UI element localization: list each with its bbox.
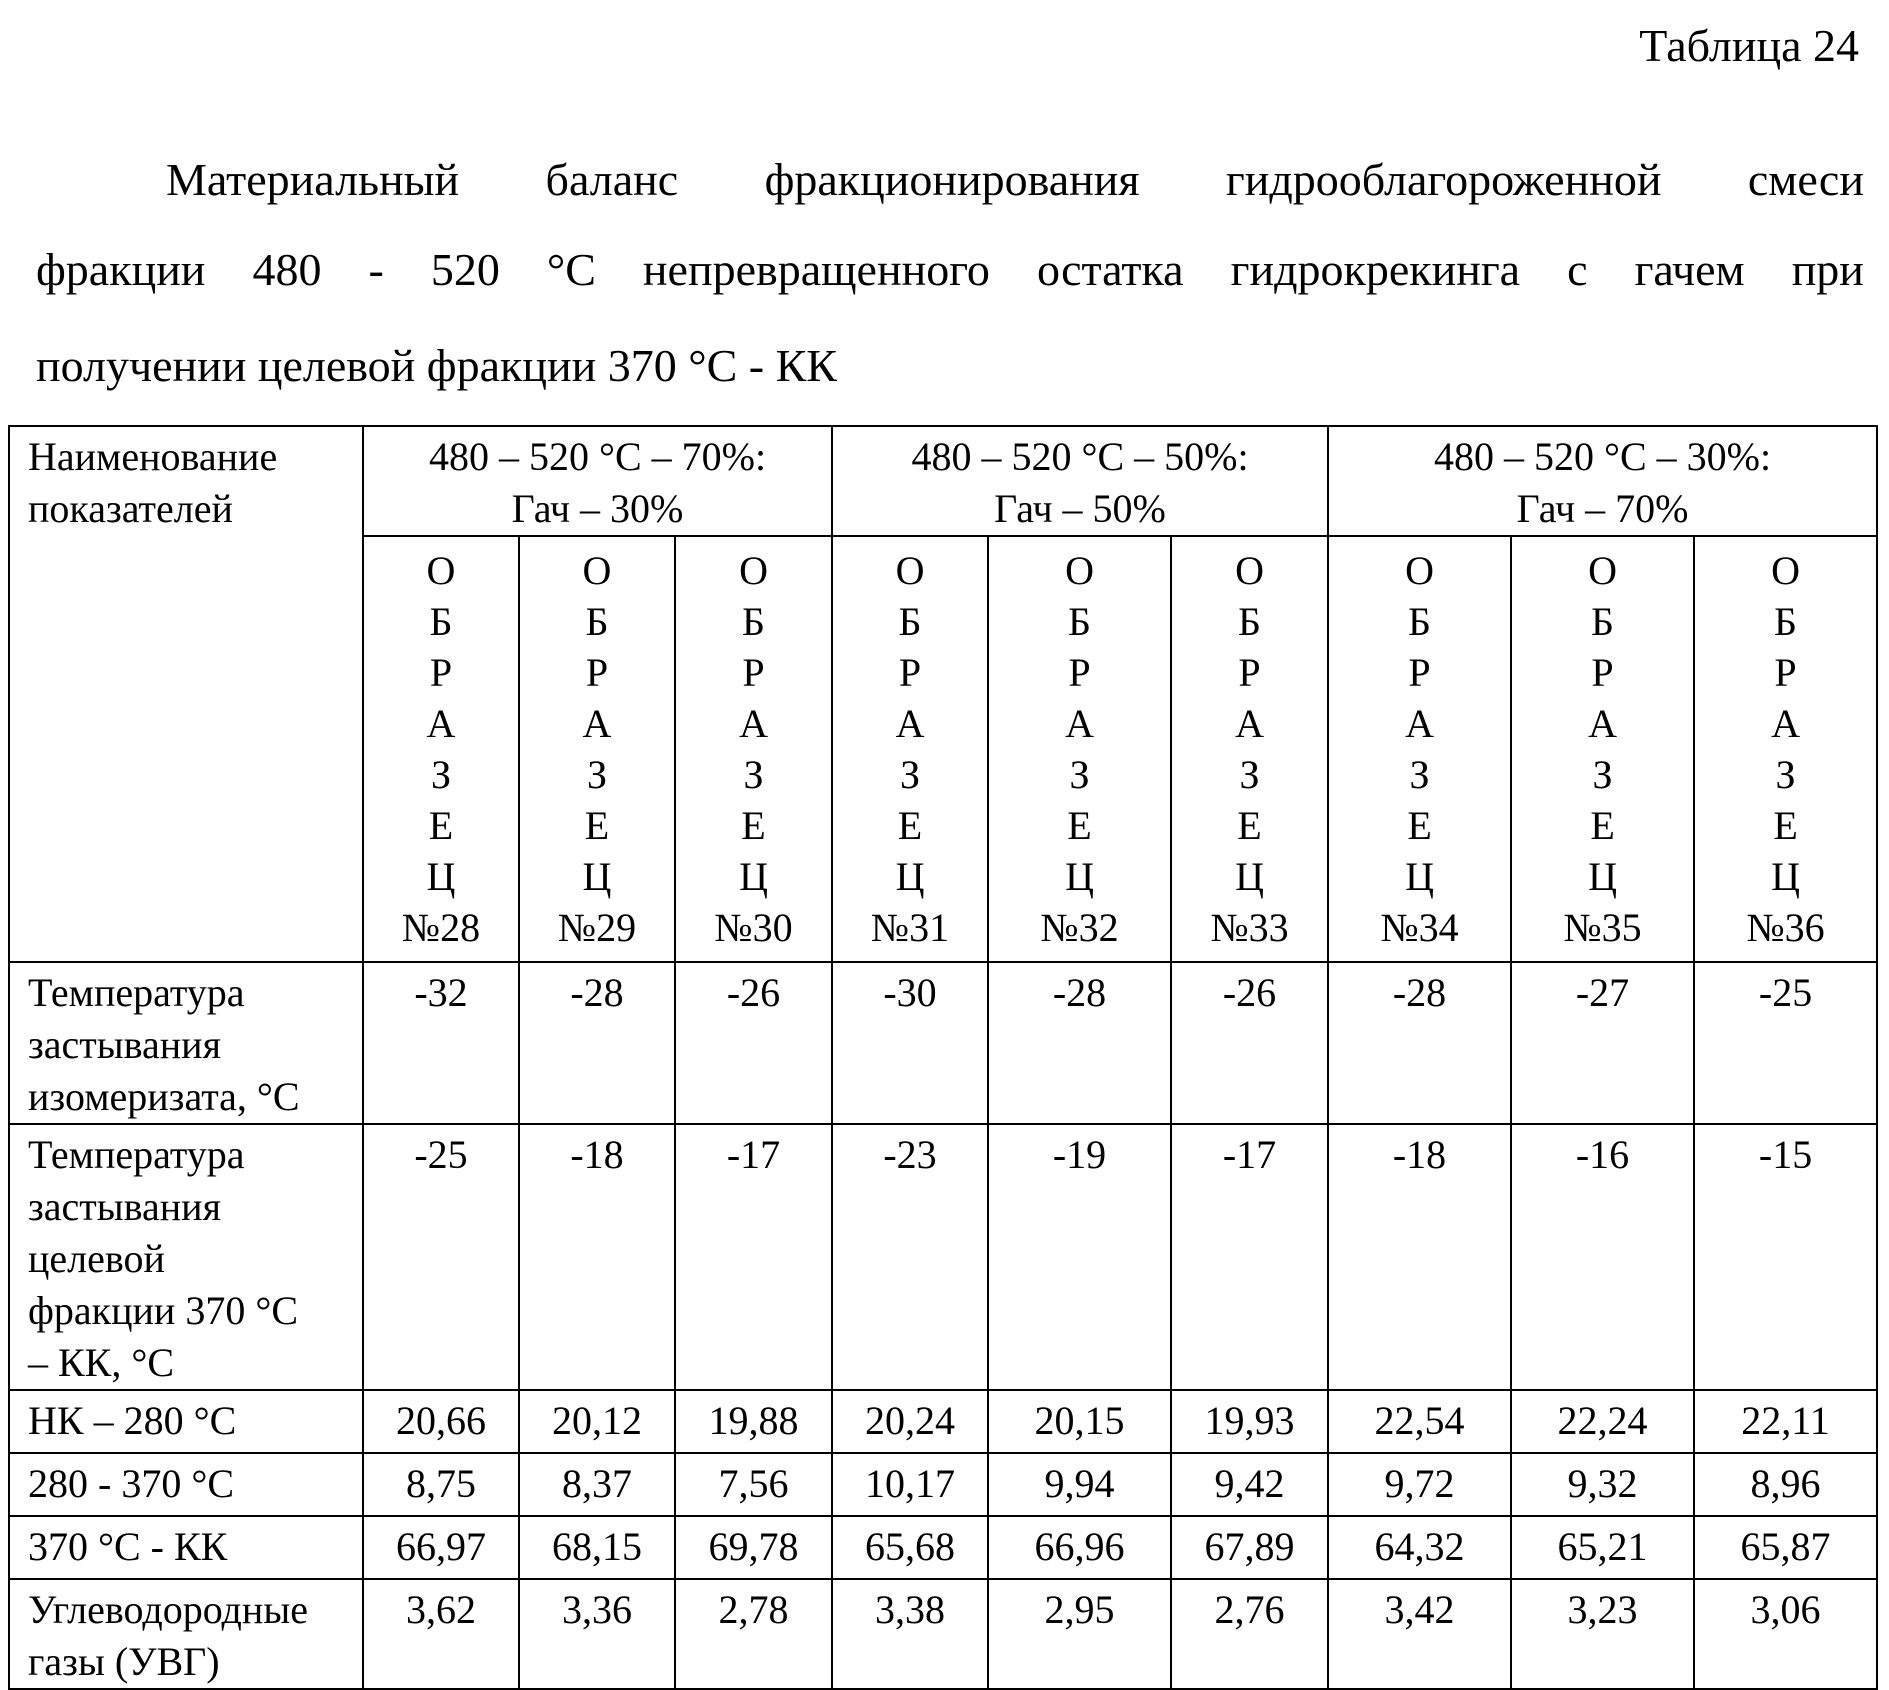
caption-word: при <box>1791 244 1864 295</box>
row-label <box>9 1124 363 1390</box>
table-cell: -16 <box>1511 1124 1694 1390</box>
row-label-line: целевой <box>28 1236 165 1281</box>
caption-word: с <box>1567 244 1588 295</box>
sample-letter: Ц <box>582 854 612 899</box>
sample-letter: Р <box>1238 650 1261 695</box>
sample-letter: Р <box>585 650 609 695</box>
sample-letter: О <box>1065 548 1094 593</box>
table-cell: 3,42 <box>1328 1579 1511 1689</box>
caption-line-1 <box>36 152 1864 208</box>
table-cell: 20,15 <box>988 1390 1171 1453</box>
material-balance-table <box>8 425 1878 1690</box>
sample-letter: Б <box>1238 599 1261 644</box>
group-header-2 <box>832 426 1328 536</box>
row-label-line: застывания <box>28 1184 221 1229</box>
table-cell: 10,17 <box>832 1453 988 1516</box>
sample-letter: З <box>743 752 764 797</box>
sample-letter: З <box>1592 752 1613 797</box>
sample-letter: З <box>430 752 452 797</box>
caption-word: 520 <box>430 244 500 295</box>
table-cell: 67,89 <box>1171 1516 1328 1579</box>
sample-header <box>363 536 519 962</box>
table-cell: 2,95 <box>988 1579 1171 1689</box>
sample-number: №33 <box>1210 905 1289 950</box>
sample-letter: Б <box>742 599 765 644</box>
caption-line-3: получении целевой фракции 370 °С - КК <box>36 340 837 391</box>
sample-letter: З <box>1239 752 1260 797</box>
row-label-line: изомеризата, °С <box>28 1074 300 1119</box>
table-cell: -32 <box>363 962 519 1124</box>
table-cell: 3,23 <box>1511 1579 1694 1689</box>
sample-letter: О <box>1405 548 1434 593</box>
sample-letter: А <box>1588 701 1617 746</box>
row-label-line: 370 °С - КК <box>28 1524 228 1569</box>
sample-letter: Ц <box>1771 854 1800 899</box>
table-number: Таблица 24 <box>1639 20 1859 71</box>
sample-letter: Р <box>1774 650 1797 695</box>
sample-letter: З <box>1069 752 1090 797</box>
table-cell: 3,62 <box>363 1579 519 1689</box>
row-label-line: Температура <box>28 1132 245 1177</box>
table-row <box>9 1453 1877 1516</box>
sample-number: №29 <box>557 905 637 950</box>
sample-letter: Б <box>898 599 922 644</box>
table-cell: 9,72 <box>1328 1453 1511 1516</box>
table-cell: 19,88 <box>675 1390 832 1453</box>
sample-number: №35 <box>1563 905 1642 950</box>
sample-letter: Р <box>898 650 922 695</box>
group-line: 480 – 520 °С – 70%: <box>428 434 767 479</box>
sample-letter: О <box>739 548 768 593</box>
caption-word: 480 <box>252 244 322 295</box>
row-label-line: газы (УВГ) <box>28 1639 220 1684</box>
table-cell: 8,96 <box>1694 1453 1877 1516</box>
group-line: 480 – 520 °С – 30%: <box>1433 434 1772 479</box>
sample-letter: Е <box>897 803 923 848</box>
table-cell: 22,54 <box>1328 1390 1511 1453</box>
row-label-line: застывания <box>28 1022 221 1067</box>
sample-letter: А <box>895 701 925 746</box>
table-cell: -28 <box>519 962 675 1124</box>
sample-header <box>1694 536 1877 962</box>
table-cell: -19 <box>988 1124 1171 1390</box>
sample-letter: З <box>1409 752 1430 797</box>
group-header-1 <box>363 426 832 536</box>
caption-word: гидрокрекинга <box>1230 244 1521 295</box>
caption-word: остатка <box>1036 244 1184 295</box>
sample-letter: О <box>1235 548 1264 593</box>
table-cell: -26 <box>1171 962 1328 1124</box>
sample-letter: О <box>1771 548 1800 593</box>
table-cell: 65,68 <box>832 1516 988 1579</box>
table-cell: 20,12 <box>519 1390 675 1453</box>
sample-letter: О <box>1588 548 1617 593</box>
sample-number: №28 <box>401 905 481 950</box>
table-cell: -26 <box>675 962 832 1124</box>
table-cell: 66,97 <box>363 1516 519 1579</box>
sample-letter: З <box>1775 752 1796 797</box>
table-cell: 9,94 <box>988 1453 1171 1516</box>
table-row <box>9 1579 1877 1689</box>
table-cell: -25 <box>1694 962 1877 1124</box>
sample-letter: О <box>895 548 925 593</box>
caption-word: °С <box>546 244 596 295</box>
sample-number: №30 <box>714 905 793 950</box>
sample-letter: О <box>582 548 612 593</box>
table-cell: 65,87 <box>1694 1516 1877 1579</box>
table-cell: 2,76 <box>1171 1579 1328 1689</box>
table-cell: -25 <box>363 1124 519 1390</box>
table-cell: -17 <box>1171 1124 1328 1390</box>
group-header-3 <box>1328 426 1877 536</box>
table-cell: -18 <box>519 1124 675 1390</box>
sample-letter: Р <box>1068 650 1091 695</box>
sample-number: №36 <box>1746 905 1825 950</box>
table-cell: 20,66 <box>363 1390 519 1453</box>
header-row-groups <box>9 426 1877 536</box>
table-cell: 22,11 <box>1694 1390 1877 1453</box>
sample-letter: Р <box>429 650 453 695</box>
sample-letter: Ц <box>1588 854 1617 899</box>
sample-letter: А <box>1405 701 1434 746</box>
header-label-line: Наименование <box>28 434 278 479</box>
sample-letter: А <box>1771 701 1800 746</box>
table-row <box>9 1516 1877 1579</box>
table-cell: -27 <box>1511 962 1694 1124</box>
sample-letter: З <box>586 752 608 797</box>
table-cell: 65,21 <box>1511 1516 1694 1579</box>
sample-letter: Ц <box>739 854 768 899</box>
table-cell: 68,15 <box>519 1516 675 1579</box>
caption-word: Материальный <box>166 154 460 205</box>
row-label-line: – КК, °С <box>28 1340 175 1385</box>
sample-header <box>988 536 1171 962</box>
row-label-line: 280 - 370 °С <box>28 1461 234 1506</box>
sample-header <box>675 536 832 962</box>
sample-letter: Е <box>1773 803 1798 848</box>
table-cell: 7,56 <box>675 1453 832 1516</box>
group-line: Гач – 50% <box>994 486 1166 531</box>
row-label-line: фракции 370 °С <box>28 1288 298 1333</box>
sample-letter: Ц <box>895 854 925 899</box>
sample-header <box>1511 536 1694 962</box>
table-cell: -18 <box>1328 1124 1511 1390</box>
table-row <box>9 1390 1877 1453</box>
table-cell: -30 <box>832 962 988 1124</box>
caption-word: гачем <box>1634 244 1745 295</box>
sample-letter: Р <box>1408 650 1431 695</box>
sample-letter: Ц <box>426 854 456 899</box>
table-cell: 22,24 <box>1511 1390 1694 1453</box>
sample-letter: Е <box>741 803 766 848</box>
caption-word: гидрооблагороженной <box>1225 154 1662 205</box>
sample-letter: Р <box>1591 650 1614 695</box>
table-row <box>9 962 1877 1124</box>
sample-number: №34 <box>1380 905 1459 950</box>
group-line: Гач – 30% <box>511 486 684 531</box>
sample-letter: А <box>739 701 768 746</box>
sample-letter: Ц <box>1235 854 1264 899</box>
sample-letter: Б <box>429 599 453 644</box>
sample-letter: Е <box>1067 803 1092 848</box>
row-label-line: НК – 280 °С <box>28 1398 237 1443</box>
table-cell: -28 <box>1328 962 1511 1124</box>
table-cell: 9,32 <box>1511 1453 1694 1516</box>
table-cell: -28 <box>988 962 1171 1124</box>
sample-letter: Б <box>585 599 609 644</box>
caption-line-2 <box>36 242 1864 298</box>
sample-letter: З <box>899 752 921 797</box>
table-cell: 69,78 <box>675 1516 832 1579</box>
table-cell: 3,36 <box>519 1579 675 1689</box>
table-row <box>9 1124 1877 1390</box>
header-indicator-name <box>9 426 363 962</box>
row-label-line: Углеводородные <box>28 1587 308 1632</box>
table-cell: -15 <box>1694 1124 1877 1390</box>
table-cell: 64,32 <box>1328 1516 1511 1579</box>
sample-letter: Б <box>1774 599 1798 644</box>
sample-letter: О <box>426 548 456 593</box>
sample-letter: Р <box>742 650 765 695</box>
sample-letter: Ц <box>1405 854 1434 899</box>
table-cell: 3,06 <box>1694 1579 1877 1689</box>
sample-header <box>1328 536 1511 962</box>
sample-letter: Б <box>1591 599 1615 644</box>
sample-header <box>519 536 675 962</box>
caption-word: баланс <box>545 154 679 205</box>
sample-letter: Е <box>1590 803 1615 848</box>
caption-word: - <box>368 244 384 295</box>
sample-letter: Е <box>1407 803 1432 848</box>
header-label-line: показателей <box>28 486 233 531</box>
sample-letter: А <box>426 701 456 746</box>
row-label <box>9 1390 363 1453</box>
row-label <box>9 1516 363 1579</box>
sample-letter: Б <box>1068 599 1091 644</box>
sample-header <box>832 536 988 962</box>
caption-word: фракции <box>36 244 206 295</box>
sample-letter: Е <box>584 803 610 848</box>
table-cell: -17 <box>675 1124 832 1390</box>
sample-letter: Ц <box>1065 854 1094 899</box>
table-cell: 20,24 <box>832 1390 988 1453</box>
row-label <box>9 1579 363 1689</box>
group-line: Гач – 70% <box>1516 486 1689 531</box>
table-cell: 8,37 <box>519 1453 675 1516</box>
sample-letter: Е <box>428 803 454 848</box>
sample-letter: А <box>582 701 612 746</box>
table-cell: 19,93 <box>1171 1390 1328 1453</box>
row-label <box>9 1453 363 1516</box>
sample-number: №32 <box>1040 905 1119 950</box>
sample-letter: А <box>1065 701 1094 746</box>
table-cell: 8,75 <box>363 1453 519 1516</box>
sample-header <box>1171 536 1328 962</box>
group-line: 480 – 520 °С – 50%: <box>911 434 1249 479</box>
table-cell: 3,38 <box>832 1579 988 1689</box>
caption-word: непревращенного <box>642 244 990 295</box>
sample-letter: Е <box>1237 803 1262 848</box>
row-label-line: Температура <box>28 970 245 1015</box>
table-cell: 66,96 <box>988 1516 1171 1579</box>
sample-letter: Б <box>1408 599 1432 644</box>
caption-word: смеси <box>1747 154 1864 205</box>
table-cell: -23 <box>832 1124 988 1390</box>
table-cell: 9,42 <box>1171 1453 1328 1516</box>
sample-letter: А <box>1235 701 1264 746</box>
sample-number: №31 <box>870 905 950 950</box>
row-label <box>9 962 363 1124</box>
caption-word: фракционирования <box>764 154 1140 205</box>
table-cell: 2,78 <box>675 1579 832 1689</box>
